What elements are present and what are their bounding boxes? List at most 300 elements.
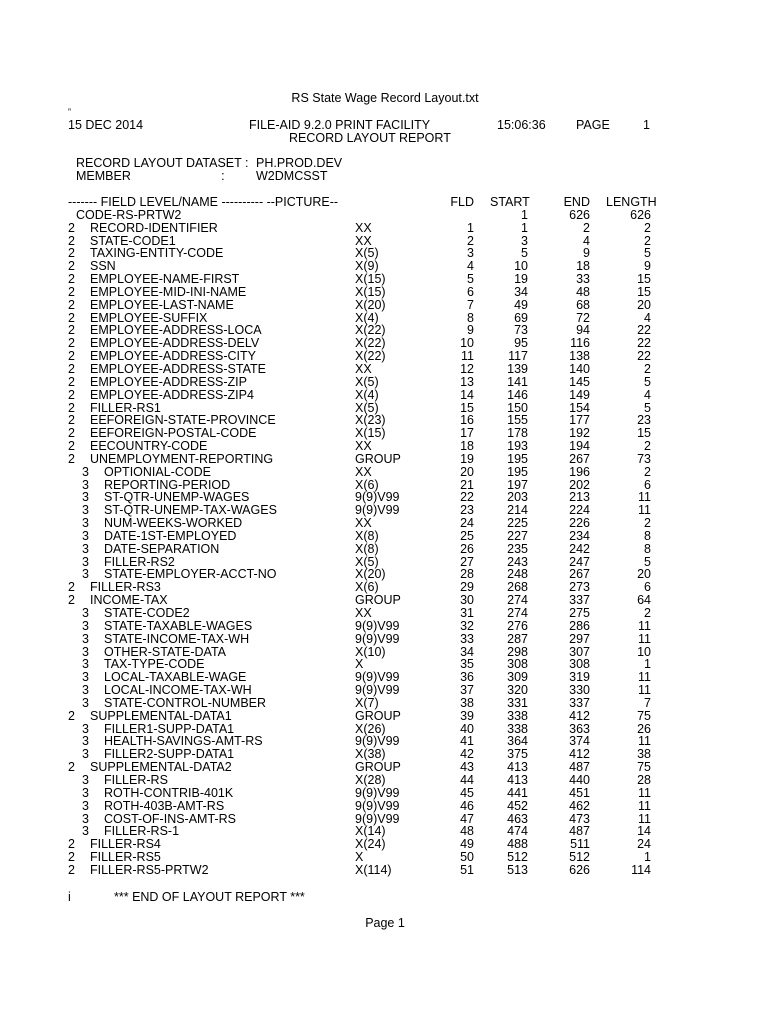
table-row xyxy=(0,466,770,479)
table-row xyxy=(0,530,770,543)
picture-cell: 9(9)V99 xyxy=(355,618,400,633)
length-column-header: LENGTH xyxy=(606,195,657,209)
level-cell: 3 xyxy=(82,541,89,556)
fld-cell: 20 xyxy=(460,464,474,479)
fld-cell: 4 xyxy=(467,259,474,274)
length-cell: 24 xyxy=(637,837,651,852)
level-cell: 3 xyxy=(82,683,89,698)
fld-column-header: FLD xyxy=(450,195,474,209)
field-name-cell: EEFOREIGN-STATE-PROVINCE xyxy=(90,413,276,428)
fld-cell: 18 xyxy=(460,439,474,454)
fld-cell: 49 xyxy=(460,837,474,852)
length-cell: 23 xyxy=(637,413,651,428)
length-cell: 14 xyxy=(637,824,651,839)
start-cell: 309 xyxy=(507,670,528,685)
picture-cell: XX xyxy=(355,233,372,248)
length-cell: 1 xyxy=(644,657,651,672)
picture-cell: X(15) xyxy=(355,426,386,441)
picture-cell: X(28) xyxy=(355,772,386,787)
table-row xyxy=(0,517,770,530)
level-cell: 2 xyxy=(68,220,75,235)
fld-cell: 29 xyxy=(460,580,474,595)
fld-cell: 19 xyxy=(460,451,474,466)
start-cell: 463 xyxy=(507,811,528,826)
end-cell: 196 xyxy=(569,464,590,479)
picture-cell: X(5) xyxy=(355,554,379,569)
fld-cell: 32 xyxy=(460,618,474,633)
picture-cell: GROUP xyxy=(355,451,401,466)
field-name-cell: FILLER-RS5 xyxy=(90,850,161,865)
field-name-cell: EMPLOYEE-ADDRESS-STATE xyxy=(90,361,266,376)
length-cell: 5 xyxy=(644,374,651,389)
fld-cell: 51 xyxy=(460,862,474,877)
level-cell: 2 xyxy=(68,361,75,376)
start-cell: 139 xyxy=(507,361,528,376)
picture-cell: X(22) xyxy=(355,336,386,351)
start-cell: 178 xyxy=(507,426,528,441)
field-name-cell: ST-QTR-UNEMP-TAX-WAGES xyxy=(104,503,277,518)
table-row xyxy=(0,273,770,286)
end-cell: 224 xyxy=(569,503,590,518)
level-cell: 3 xyxy=(82,567,89,582)
fld-cell: 42 xyxy=(460,747,474,762)
picture-cell: X(15) xyxy=(355,272,386,287)
start-cell: 276 xyxy=(507,618,528,633)
picture-cell: X(23) xyxy=(355,413,386,428)
field-name-cell: EECOUNTRY-CODE xyxy=(90,439,208,454)
length-cell: 15 xyxy=(637,284,651,299)
end-cell: 337 xyxy=(569,593,590,608)
length-cell: 114 xyxy=(631,862,651,877)
table-row xyxy=(0,209,770,222)
length-cell: 5 xyxy=(644,400,651,415)
field-name-cell: INCOME-TAX xyxy=(90,593,168,608)
end-cell: 487 xyxy=(569,760,590,775)
dataset-label: RECORD LAYOUT DATASET : xyxy=(76,156,249,170)
start-cell: 69 xyxy=(514,310,528,325)
length-cell: 8 xyxy=(644,541,651,556)
picture-cell: 9(9)V99 xyxy=(355,670,400,685)
end-cell: 626 xyxy=(569,207,590,222)
length-cell: 22 xyxy=(637,336,651,351)
start-cell: 49 xyxy=(514,297,528,312)
fld-cell: 40 xyxy=(460,721,474,736)
start-cell: 274 xyxy=(507,606,528,620)
length-cell: 11 xyxy=(638,618,651,633)
end-cell: 154 xyxy=(569,400,590,415)
fld-cell: 10 xyxy=(460,336,474,351)
level-cell: 3 xyxy=(82,721,89,736)
level-cell: 3 xyxy=(82,811,89,826)
level-cell: 2 xyxy=(68,837,75,852)
field-name-cell: LOCAL-INCOME-TAX-WH xyxy=(104,683,252,698)
length-cell: 20 xyxy=(637,567,651,582)
length-cell: 11 xyxy=(638,811,651,826)
end-cell: 149 xyxy=(569,387,590,402)
fld-cell: 50 xyxy=(460,850,474,865)
field-name-cell: EMPLOYEE-ADDRESS-CITY xyxy=(90,349,257,364)
table-row xyxy=(0,787,770,800)
table-row xyxy=(0,710,770,723)
length-cell: 2 xyxy=(644,606,651,620)
table-row xyxy=(0,543,770,556)
start-cell: 320 xyxy=(507,683,528,698)
field-name-cell: DATE-SEPARATION xyxy=(104,541,220,556)
picture-cell: X(4) xyxy=(355,310,379,325)
page-footer: Page 1 xyxy=(365,916,405,930)
level-cell: 3 xyxy=(82,516,89,531)
field-name-cell: EMPLOYEE-MID-INI-NAME xyxy=(90,284,247,299)
start-cell: 146 xyxy=(507,387,528,402)
end-column-header: END xyxy=(563,195,590,209)
field-name-cell: EMPLOYEE-NAME-FIRST xyxy=(90,272,240,287)
length-cell: 626 xyxy=(630,207,651,222)
field-name-cell: TAX-TYPE-CODE xyxy=(104,657,205,672)
start-cell: 338 xyxy=(507,721,528,736)
field-column-header: ------- FIELD LEVEL/NAME ---------- --PICTURE-- xyxy=(68,195,339,209)
field-name-cell: SSN xyxy=(90,259,116,274)
page-label: PAGE xyxy=(576,118,610,132)
length-cell: 10 xyxy=(637,644,651,659)
end-cell: 297 xyxy=(569,631,590,646)
picture-cell: X(10) xyxy=(355,644,386,659)
layout-table xyxy=(0,196,770,877)
level-cell: 2 xyxy=(68,284,75,299)
start-cell: 5 xyxy=(521,246,528,261)
start-cell: 19 xyxy=(514,272,528,287)
fld-cell: 7 xyxy=(467,297,474,312)
length-cell: 9 xyxy=(644,259,651,274)
picture-cell: GROUP xyxy=(355,760,401,775)
level-cell: 2 xyxy=(68,400,75,415)
end-cell: 512 xyxy=(569,850,590,865)
field-name-cell: REPORTING-PERIOD xyxy=(104,477,231,492)
fld-cell: 23 xyxy=(460,503,474,518)
level-cell: 2 xyxy=(68,272,75,287)
end-cell: 374 xyxy=(569,734,590,749)
picture-cell: 9(9)V99 xyxy=(355,503,400,518)
end-cell: 363 xyxy=(569,721,590,736)
report-title: RECORD LAYOUT REPORT xyxy=(289,131,451,145)
picture-cell: XX xyxy=(355,439,372,454)
picture-cell: X(24) xyxy=(355,837,386,852)
fld-cell: 9 xyxy=(467,323,474,338)
table-row xyxy=(0,286,770,299)
picture-cell: 9(9)V99 xyxy=(355,785,400,800)
length-cell: 11 xyxy=(638,683,651,698)
fld-cell: 22 xyxy=(460,490,474,505)
length-cell: 4 xyxy=(644,310,651,325)
length-cell: 73 xyxy=(637,451,651,466)
picture-cell: 9(9)V99 xyxy=(355,631,400,646)
length-cell: 5 xyxy=(644,554,651,569)
picture-cell: GROUP xyxy=(355,593,401,608)
start-cell: 474 xyxy=(507,824,528,839)
start-cell: 268 xyxy=(507,580,528,595)
field-name-cell: ROTH-CONTRIB-401K xyxy=(104,785,234,800)
start-cell: 197 xyxy=(507,477,528,492)
picture-cell: X(15) xyxy=(355,284,386,299)
level-cell: 3 xyxy=(82,747,89,762)
fld-cell: 25 xyxy=(460,528,474,543)
level-cell: 3 xyxy=(82,631,89,646)
start-cell: 117 xyxy=(508,349,528,364)
picture-cell: 9(9)V99 xyxy=(355,798,400,813)
end-cell: 267 xyxy=(569,567,590,582)
table-row xyxy=(0,851,770,864)
length-cell: 15 xyxy=(637,272,651,287)
level-cell: 3 xyxy=(82,695,89,710)
end-cell: 275 xyxy=(569,606,590,620)
start-cell: 214 xyxy=(507,503,528,518)
field-name-cell: STATE-CODE2 xyxy=(104,606,190,620)
picture-cell: X(20) xyxy=(355,567,386,582)
length-cell: 5 xyxy=(644,246,651,261)
picture-cell: XX xyxy=(355,606,372,620)
field-name-cell: HEALTH-SAVINGS-AMT-RS xyxy=(104,734,263,749)
level-cell: 3 xyxy=(82,657,89,672)
member-value: W2DMCSST xyxy=(256,169,328,183)
fld-cell: 8 xyxy=(467,310,474,325)
level-cell: 3 xyxy=(82,528,89,543)
fld-cell: 33 xyxy=(460,631,474,646)
length-cell: 8 xyxy=(644,528,651,543)
fld-cell: 48 xyxy=(460,824,474,839)
page-number: 1 xyxy=(643,118,650,132)
end-cell: 337 xyxy=(569,695,590,710)
length-cell: 2 xyxy=(644,361,651,376)
field-name-cell: SUPPLEMENTAL-DATA2 xyxy=(90,760,232,775)
fld-cell: 12 xyxy=(460,361,474,376)
fld-cell: 47 xyxy=(460,811,474,826)
level-cell: 2 xyxy=(68,862,75,877)
table-row xyxy=(0,697,770,710)
field-name-cell: TAXING-ENTITY-CODE xyxy=(90,246,224,261)
picture-cell: GROUP xyxy=(355,708,401,723)
table-row xyxy=(0,633,770,646)
field-name-cell: LOCAL-TAXABLE-WAGE xyxy=(104,670,247,685)
member-label: MEMBER : xyxy=(76,169,225,183)
field-name-cell: EMPLOYEE-ADDRESS-LOCA xyxy=(90,323,262,338)
picture-cell: 9(9)V99 xyxy=(355,490,400,505)
table-body xyxy=(0,209,770,877)
field-name-cell: OTHER-STATE-DATA xyxy=(104,644,226,659)
fld-cell: 13 xyxy=(460,374,474,389)
picture-cell: X xyxy=(355,850,364,865)
end-cell: 247 xyxy=(569,554,590,569)
field-name-cell: STATE-TAXABLE-WAGES xyxy=(104,618,253,633)
end-cell: 202 xyxy=(569,477,590,492)
end-cell: 307 xyxy=(569,644,590,659)
length-cell: 11 xyxy=(638,785,651,800)
field-name-cell: EEFOREIGN-POSTAL-CODE xyxy=(90,426,257,441)
level-cell: 3 xyxy=(82,734,89,749)
picture-cell: X(20) xyxy=(355,297,386,312)
fld-cell: 43 xyxy=(460,760,474,775)
report-date: 15 DEC 2014 xyxy=(68,118,144,132)
level-cell: 2 xyxy=(68,580,75,595)
picture-cell: X(5) xyxy=(355,374,379,389)
level-cell: 2 xyxy=(68,451,75,466)
table-row xyxy=(0,363,770,376)
level-cell: 3 xyxy=(82,490,89,505)
level-cell: 2 xyxy=(68,233,75,248)
field-name-cell: STATE-INCOME-TAX-WH xyxy=(104,631,250,646)
length-cell: 22 xyxy=(637,323,651,338)
start-cell: 375 xyxy=(507,747,528,762)
end-cell: 94 xyxy=(576,323,590,338)
level-cell: 2 xyxy=(68,439,75,454)
table-row xyxy=(0,607,770,620)
picture-cell: X(26) xyxy=(355,721,386,736)
end-cell: 412 xyxy=(569,747,590,762)
picture-cell: X(7) xyxy=(355,695,379,710)
table-row xyxy=(0,440,770,453)
level-cell: 2 xyxy=(68,374,75,389)
start-cell: 141 xyxy=(507,374,528,389)
fld-cell: 21 xyxy=(460,477,474,492)
start-cell: 243 xyxy=(507,554,528,569)
start-cell: 3 xyxy=(521,233,528,248)
level-cell: 3 xyxy=(82,785,89,800)
end-cell: 234 xyxy=(569,528,590,543)
picture-cell: 9(9)V99 xyxy=(355,683,400,698)
level-cell: 2 xyxy=(68,246,75,261)
field-name-cell: FILLER-RS2 xyxy=(104,554,175,569)
field-name-cell: FILLER-RS3 xyxy=(90,580,161,595)
level-cell: 2 xyxy=(68,323,75,338)
length-cell: 6 xyxy=(644,580,651,595)
end-cell: 213 xyxy=(569,490,590,505)
fld-cell: 26 xyxy=(460,541,474,556)
field-name-cell: FILLER2-SUPP-DATA1 xyxy=(104,747,235,762)
picture-cell: X(9) xyxy=(355,259,379,274)
start-cell: 155 xyxy=(507,413,528,428)
level-cell: 2 xyxy=(68,310,75,325)
fld-cell: 17 xyxy=(460,426,474,441)
document-title: RS State Wage Record Layout.txt xyxy=(291,91,479,105)
picture-cell: X(114) xyxy=(355,862,392,877)
start-cell: 452 xyxy=(507,798,528,813)
end-cell: 308 xyxy=(569,657,590,672)
start-cell: 287 xyxy=(507,631,528,646)
fld-cell: 30 xyxy=(460,593,474,608)
field-name-cell: ST-QTR-UNEMP-WAGES xyxy=(104,490,250,505)
end-cell: 267 xyxy=(569,451,590,466)
end-cell: 72 xyxy=(576,310,590,325)
field-name-cell: STATE-CODE1 xyxy=(90,233,176,248)
end-cell: 242 xyxy=(569,541,590,556)
end-marker: i xyxy=(68,890,71,904)
picture-cell: X(6) xyxy=(355,580,379,595)
start-cell: 308 xyxy=(507,657,528,672)
fld-cell: 45 xyxy=(460,785,474,800)
start-cell: 34 xyxy=(514,284,528,299)
fld-cell: 6 xyxy=(467,284,474,299)
picture-cell: X(8) xyxy=(355,528,379,543)
end-cell: 319 xyxy=(569,670,590,685)
fld-cell: 38 xyxy=(460,695,474,710)
length-cell: 2 xyxy=(644,233,651,248)
field-name-cell: EMPLOYEE-ADDRESS-ZIP4 xyxy=(90,387,254,402)
start-cell: 331 xyxy=(507,695,528,710)
report-time: 15:06:36 xyxy=(497,118,546,132)
fld-cell: 2 xyxy=(467,233,474,248)
start-cell: 195 xyxy=(507,451,528,466)
fld-cell: 3 xyxy=(467,246,474,261)
length-cell: 2 xyxy=(644,439,651,454)
length-cell: 26 xyxy=(637,721,651,736)
field-name-cell: STATE-CONTROL-NUMBER xyxy=(104,695,267,710)
fld-cell: 37 xyxy=(460,683,474,698)
length-cell: 28 xyxy=(637,772,651,787)
end-cell: 286 xyxy=(569,618,590,633)
end-cell: 4 xyxy=(583,233,590,248)
field-name-cell: FILLER1-SUPP-DATA1 xyxy=(104,721,235,736)
level-cell: 3 xyxy=(82,798,89,813)
end-cell: 145 xyxy=(569,374,590,389)
level-cell: 3 xyxy=(82,772,89,787)
picture-cell: 9(9)V99 xyxy=(355,734,400,749)
level-cell: 2 xyxy=(68,297,75,312)
field-name-cell: EMPLOYEE-ADDRESS-DELV xyxy=(90,336,260,351)
end-cell: 330 xyxy=(569,683,590,698)
start-cell: 95 xyxy=(514,336,528,351)
fld-cell: 44 xyxy=(460,772,474,787)
picture-cell: XX xyxy=(355,361,372,376)
end-cell: 626 xyxy=(569,862,590,877)
picture-cell: X(38) xyxy=(355,747,386,762)
fld-cell: 46 xyxy=(460,798,474,813)
end-cell: 2 xyxy=(583,220,590,235)
fld-cell: 1 xyxy=(467,220,474,235)
field-name-cell: CODE-RS-PRTW2 xyxy=(76,207,182,222)
table-row xyxy=(0,864,770,877)
field-name-cell: DATE-1ST-EMPLOYED xyxy=(104,528,237,543)
level-cell: 2 xyxy=(68,413,75,428)
field-name-cell: FILLER-RS4 xyxy=(90,837,161,852)
fld-cell: 27 xyxy=(460,554,474,569)
start-column-header: START xyxy=(490,195,530,209)
level-cell: 3 xyxy=(82,554,89,569)
level-cell: 3 xyxy=(82,824,89,839)
field-name-cell: COST-OF-INS-AMT-RS xyxy=(104,811,236,826)
picture-cell: X(5) xyxy=(355,246,379,261)
end-cell: 226 xyxy=(569,516,590,531)
field-name-cell: FILLER-RS xyxy=(104,772,168,787)
start-cell: 227 xyxy=(507,528,528,543)
start-cell: 150 xyxy=(507,400,528,415)
picture-cell: X(22) xyxy=(355,323,386,338)
level-cell: 2 xyxy=(68,387,75,402)
level-cell: 3 xyxy=(82,464,89,479)
field-name-cell: NUM-WEEKS-WORKED xyxy=(104,516,243,531)
start-cell: 73 xyxy=(514,323,528,338)
table-row xyxy=(0,453,770,466)
level-cell: 2 xyxy=(68,593,75,608)
end-cell: 177 xyxy=(569,413,590,428)
fld-cell: 11 xyxy=(461,349,474,364)
table-row xyxy=(0,299,770,312)
field-name-cell: UNEMPLOYMENT-REPORTING xyxy=(90,451,274,466)
field-name-cell: ROTH-403B-AMT-RS xyxy=(104,798,225,813)
length-cell: 2 xyxy=(644,516,651,531)
picture-cell: X xyxy=(355,657,364,672)
start-cell: 441 xyxy=(507,785,528,800)
end-cell: 487 xyxy=(569,824,590,839)
length-cell: 20 xyxy=(637,297,651,312)
length-cell: 75 xyxy=(637,760,651,775)
